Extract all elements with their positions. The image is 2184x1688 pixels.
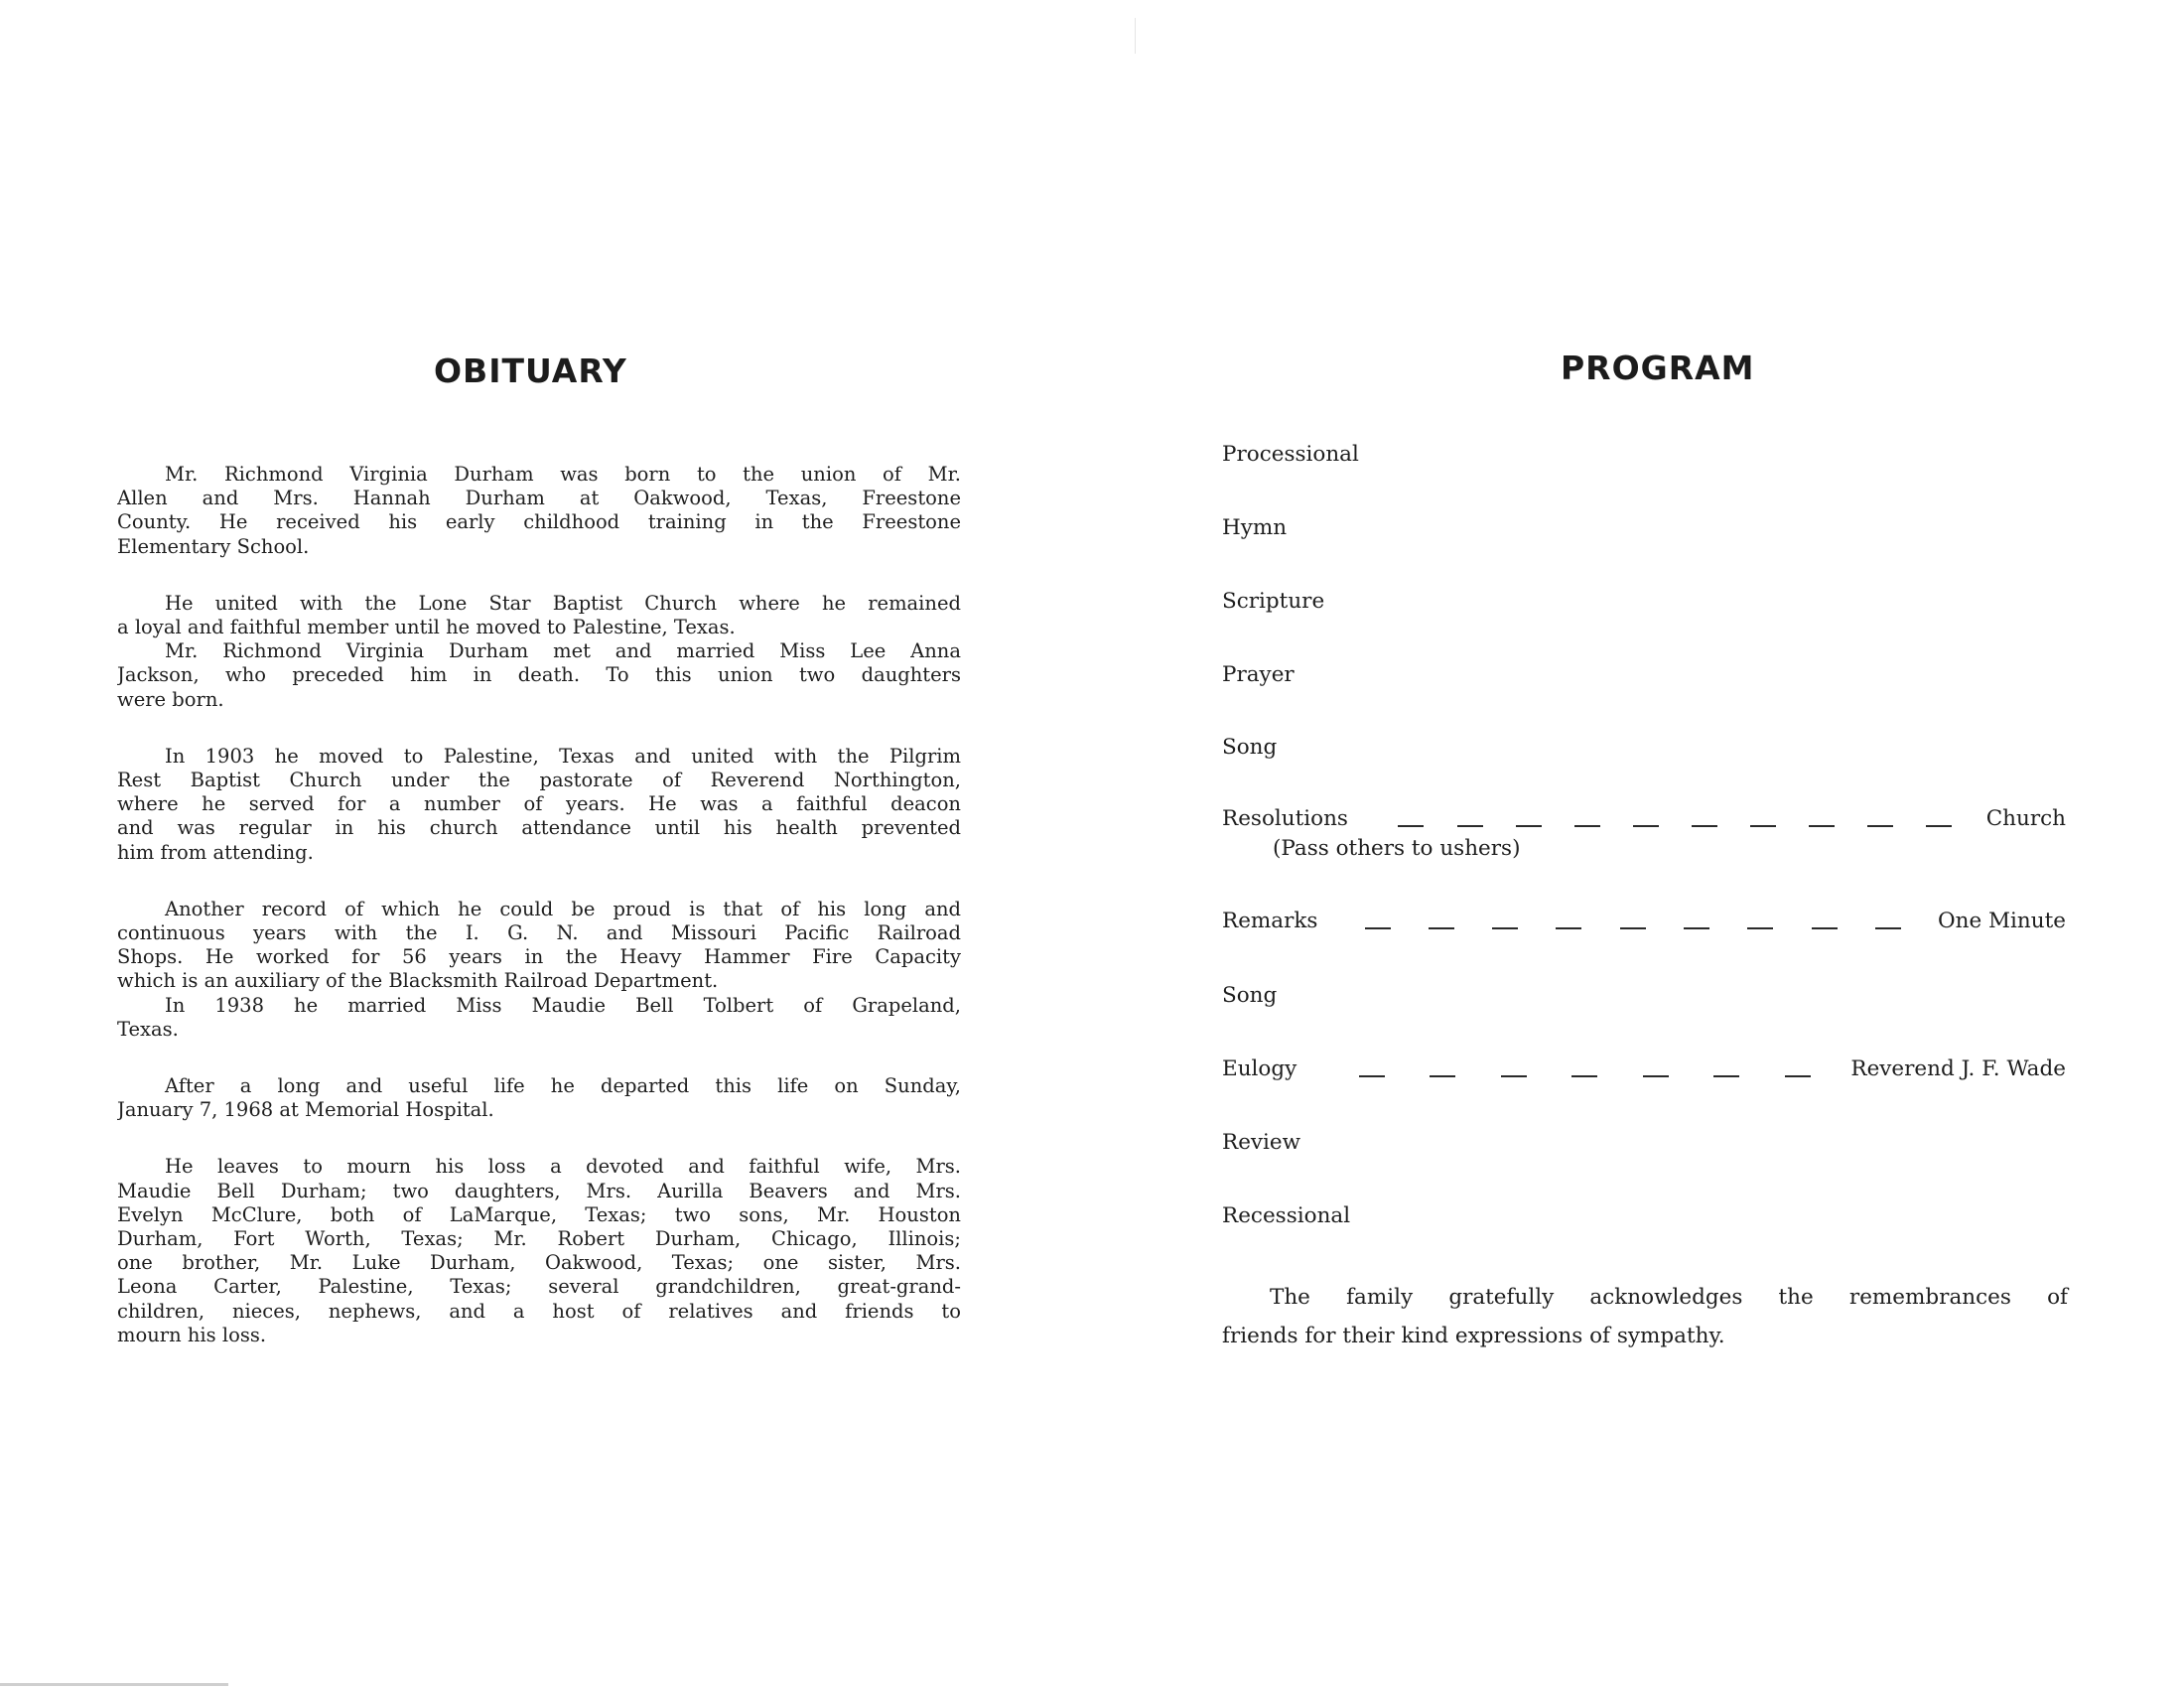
obituary-paragraph — [117, 1074, 961, 1122]
obituary-paragraph — [117, 1155, 961, 1347]
dash-leader — [1317, 927, 1938, 929]
text-line: Texas. — [117, 1017, 179, 1041]
text-line: Allen and Mrs. Hannah Durham at Oakwood, Texas, Freestone — [117, 487, 961, 510]
program-item-label: Resolutions — [1222, 806, 1348, 831]
text-line: In 1903 he moved to Palestine, Texas and united with the Pilgrim — [165, 744, 961, 768]
text-line: County. He received his early childhood training in the Freestone — [117, 510, 961, 534]
program-item — [1222, 735, 2066, 761]
program-item — [1222, 589, 2066, 615]
text-line: Shops. He worked for 56 years in the Heavy Hammer Fire Capacity — [117, 945, 961, 969]
program-item-label: Recessional — [1222, 1203, 1351, 1228]
text-line: Mr. Richmond Virginia Durham met and married Miss Lee Anna — [165, 639, 961, 663]
text-line: Mr. Richmond Virginia Durham was born to the union of Mr. — [165, 463, 961, 486]
text-line: where he served for a number of years. He was a faithful deacon — [117, 792, 961, 816]
dash — [1867, 825, 1893, 827]
dash — [1430, 1075, 1455, 1077]
program-item-detail: One Minute — [1938, 909, 2066, 933]
program-item-label: Scripture — [1222, 589, 1325, 614]
program-item — [1222, 806, 2066, 832]
program-item — [1222, 515, 2066, 541]
text-line: children, nieces, nephews, and a host of relatives and friends to — [117, 1299, 961, 1323]
text-line: Another record of which he could be proud is that of his long and — [165, 897, 961, 920]
program-item-label: Review — [1222, 1130, 1301, 1155]
program-item — [1222, 662, 2066, 688]
program-item — [1222, 442, 2066, 468]
program-item-label: Song — [1222, 735, 1278, 760]
dash — [1643, 1075, 1669, 1077]
dash — [1398, 825, 1424, 827]
obituary-paragraph — [117, 745, 961, 865]
dash-leader — [1348, 825, 1986, 827]
obituary-paragraph — [117, 463, 961, 559]
text-line: In 1938 he married Miss Maudie Bell Tolbert of Grapeland, — [165, 993, 961, 1017]
dash — [1359, 1075, 1385, 1077]
text-line: January 7, 1968 at Memorial Hospital. — [117, 1098, 494, 1122]
dash — [1516, 825, 1542, 827]
text-line: Rest Baptist Church under the pastorate of Reverend Northington, — [117, 769, 961, 792]
program-item — [1222, 1203, 2066, 1229]
program-item-label: Song — [1222, 983, 1278, 1008]
dash — [1574, 825, 1600, 827]
dash — [1713, 1075, 1739, 1077]
dash — [1633, 825, 1659, 827]
scan-artifact — [0, 1683, 228, 1686]
dash — [1457, 825, 1483, 827]
acknowledgment-line: friends for their kind expressions of sympathy. — [1222, 1324, 1725, 1348]
dash — [1875, 927, 1901, 929]
dash — [1365, 927, 1391, 929]
text-line: which is an auxiliary of the Blacksmith Railroad Department. — [117, 969, 719, 993]
program-item-note: (Pass others to ushers) — [1273, 836, 1521, 861]
program-heading: PROGRAM — [1561, 349, 1755, 387]
dash — [1926, 825, 1952, 827]
dash — [1684, 927, 1709, 929]
dash — [1785, 1075, 1811, 1077]
program-item-label: Remarks — [1222, 909, 1318, 933]
text-line: and was regular in his church attendance until his health prevented — [117, 816, 961, 840]
text-line: Elementary School. — [117, 534, 310, 558]
text-line: mourn his loss. — [117, 1323, 267, 1346]
text-line: Jackson, who preceded him in death. To this union two daughters — [117, 663, 961, 687]
text-line: Leona Carter, Palestine, Texas; several grandchildren, great-grand- — [117, 1275, 961, 1299]
program-item-detail: Reverend J. F. Wade — [1850, 1056, 2066, 1081]
text-line: him from attending. — [117, 840, 314, 864]
obituary-paragraph — [117, 592, 961, 712]
text-line: a loyal and faithful member until he moved to Palestine, Texas. — [117, 616, 736, 639]
obituary-body — [117, 463, 961, 1347]
obituary-paragraph — [117, 898, 961, 1042]
text-line: Maudie Bell Durham; two daughters, Mrs. Aurilla Beavers and Mrs. — [117, 1179, 961, 1202]
program-item — [1222, 1056, 2066, 1082]
program-item-label: Eulogy — [1222, 1056, 1297, 1081]
dash — [1812, 927, 1838, 929]
dash — [1692, 825, 1717, 827]
dash — [1620, 927, 1646, 929]
dash-leader — [1297, 1075, 1850, 1077]
text-line: were born. — [117, 687, 224, 711]
text-line: Durham, Fort Worth, Texas; Mr. Robert Durham, Chicago, Illinois; — [117, 1227, 961, 1251]
text-line: Evelyn McClure, both of LaMarque, Texas; two sons, Mr. Houston — [117, 1202, 961, 1226]
program-item-detail: Church — [1985, 806, 2066, 831]
program-item — [1222, 909, 2066, 934]
program-item-label: Prayer — [1222, 662, 1295, 687]
program-item-label: Processional — [1222, 442, 1359, 467]
scan-artifact — [1135, 18, 1136, 54]
acknowledgment-line: The family gratefully acknowledges the remembrances of — [1270, 1285, 2068, 1310]
dash — [1750, 825, 1776, 827]
text-line: He leaves to mourn his loss a devoted and faithful wife, Mrs. — [165, 1155, 961, 1179]
acknowledgment — [1222, 1278, 2068, 1355]
text-line: He united with the Lone Star Baptist Church where he remained — [165, 591, 961, 615]
dash — [1501, 1075, 1527, 1077]
program-item — [1222, 1130, 2066, 1156]
program-item-label: Hymn — [1222, 515, 1288, 540]
dash — [1556, 927, 1581, 929]
dash — [1809, 825, 1835, 827]
text-line: After a long and useful life he departed this life on Sunday, — [165, 1074, 961, 1098]
program-item — [1222, 983, 2066, 1009]
text-line: one brother, Mr. Luke Durham, Oakwood, Texas; one sister, Mrs. — [117, 1251, 961, 1275]
dash — [1571, 1075, 1597, 1077]
dash — [1429, 927, 1454, 929]
dash — [1747, 927, 1773, 929]
obituary-heading: OBITUARY — [434, 352, 627, 390]
dash — [1492, 927, 1518, 929]
text-line: continuous years with the I. G. N. and Missouri Pacific Railroad — [117, 921, 961, 945]
